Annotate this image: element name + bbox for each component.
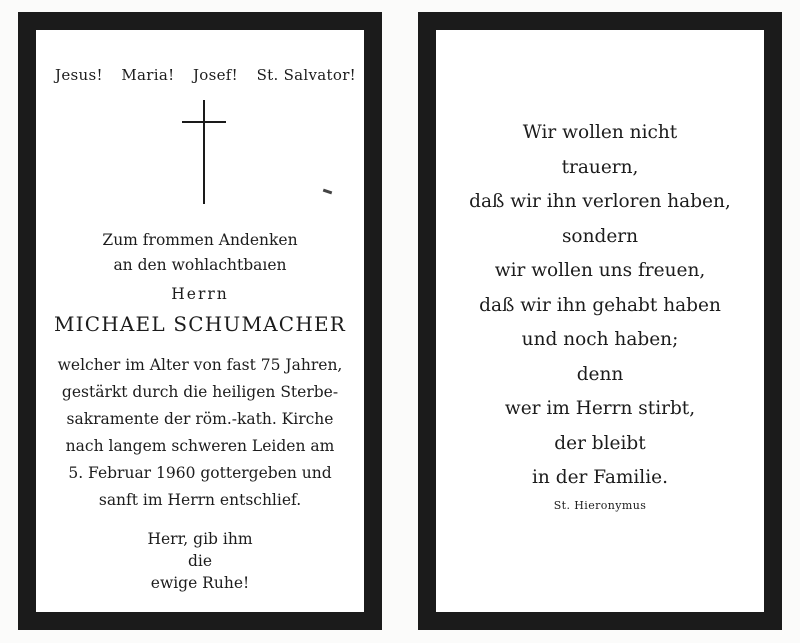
poem-line-1: Wir wollen nicht xyxy=(522,122,678,143)
poem-line-8: denn xyxy=(576,363,624,385)
prayer-line-3: ewige Ruhe! xyxy=(150,574,250,592)
card-left-face xyxy=(36,30,364,612)
invocation-header xyxy=(36,66,364,84)
obituary-line-5: 5. Februar 1960 gottergeben und xyxy=(68,464,332,482)
dedication-line-1: Zum frommen Andenken xyxy=(102,231,298,249)
poem-line-11: in der Familie. xyxy=(532,467,668,488)
poem-line-10: der bleibt xyxy=(554,432,646,454)
obituary-line-6: sanft im Herrn entschlief. xyxy=(98,491,302,509)
obituary-line-4: nach langem schweren Leiden am xyxy=(65,437,335,455)
invocation-josef: Josef! xyxy=(192,66,238,84)
memorial-poem xyxy=(436,116,764,496)
poem-line-4: sondern xyxy=(561,225,639,247)
honorific-title: Herrn xyxy=(171,285,229,303)
dedication-line-2: an den wohlachtbaıen xyxy=(113,256,287,274)
print-speck xyxy=(323,189,332,195)
obituary-text xyxy=(36,352,364,514)
poem-line-2: trauern, xyxy=(561,156,639,178)
obituary-line-3: sakramente der röm.-kath. Kirche xyxy=(66,410,334,428)
deceased-name: MICHAEL SCHUMACHER xyxy=(53,312,347,336)
cross-icon xyxy=(182,100,226,204)
memorial-card-right xyxy=(418,12,782,630)
card-right-face xyxy=(436,30,764,612)
poem-line-9: wer im Herrn stirbt, xyxy=(504,398,696,419)
invocation-maria: Maria! xyxy=(121,66,175,84)
poem-line-5: wir wollen uns freuen, xyxy=(494,260,706,281)
invocation-st-salvator: St. Salvator! xyxy=(256,66,356,84)
prayer-line-1: Herr, gib ihm xyxy=(147,530,253,548)
poem-line-7: und noch haben; xyxy=(521,329,679,350)
prayer-line-2: die xyxy=(187,552,213,570)
poem-line-3: daß wir ihn verloren haben, xyxy=(469,191,731,212)
obituary-line-2: gestärkt durch die heiligen Sterbe- xyxy=(61,383,339,401)
poem-line-6: daß wir ihn gehabt haben xyxy=(479,294,721,316)
poem-attribution: St. Hieronymus xyxy=(553,499,647,512)
memorial-card-left xyxy=(18,12,382,630)
closing-prayer xyxy=(36,528,364,594)
invocation-jesus: Jesus! xyxy=(55,66,103,84)
obituary-line-1: welcher im Alter von fast 75 Jahren, xyxy=(57,356,343,374)
dedication-text xyxy=(36,228,364,278)
